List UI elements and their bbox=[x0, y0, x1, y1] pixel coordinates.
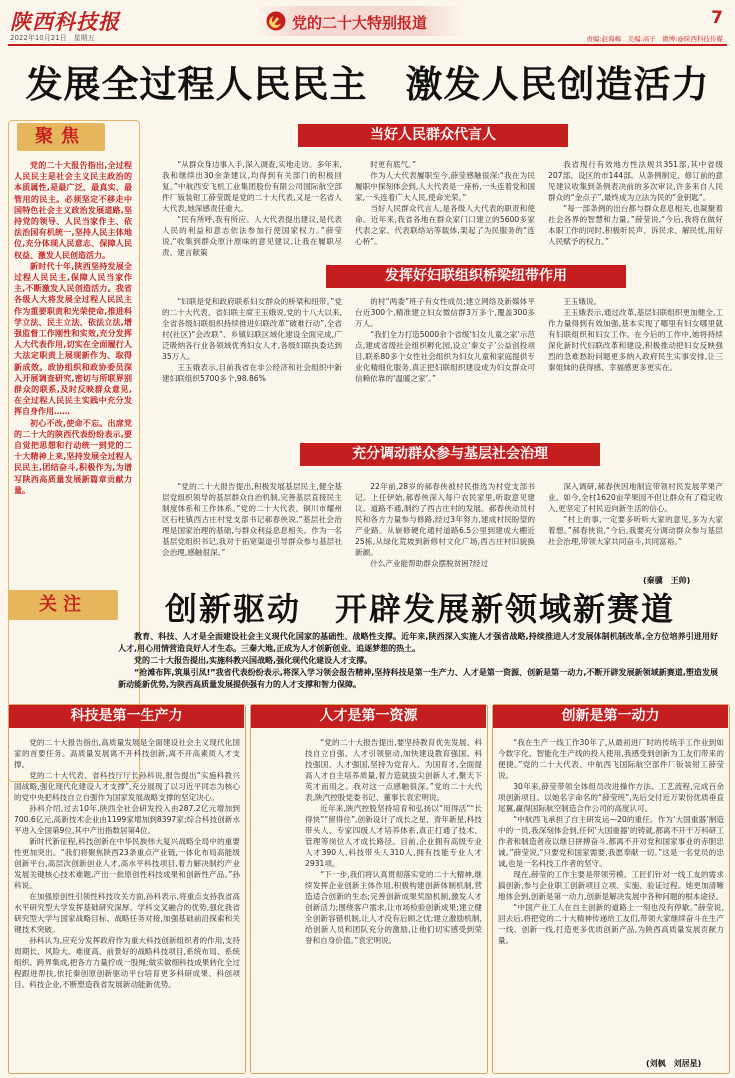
paragraph: 深入调研,郝春侠因地制宜带领村民发展苹果产业。如今,全村1620亩苹果园不但让群众有了稳定收入,更坚定了村民迈向新生活的信心。 bbox=[548, 482, 723, 513]
paragraph: “我们全力打造5000余个省级‘妇女儿童之家’示范点,建成省级社会组织孵化园,设立‘秦女子’公益创投项目,联系80多个女性社会组织为妇女儿童和家庭提供专业化精细化服务,真正把妇联组织建设成为妇女群众可信赖依靠的‘温暖之家’。” bbox=[355, 330, 535, 383]
focus-headline: 创新驱动 开辟发展新领域新赛道 bbox=[164, 590, 675, 628]
section2-col1 bbox=[162, 296, 342, 430]
sidebar-paragraph: 初心不改,使命不忘。出席党的二十大的陕西代表纷纷表示,要自觉把思想和行动统一到党的二十大精神上来,坚持发展全过程人民民主,团结奋斗,积极作为,为谱写陕西高质量发展新篇章贡献力量。 bbox=[14, 418, 132, 495]
paragraph: “村上的事,一定要多听听大家的意见,多为大家着想。”郝春侠说,“今后,我要充分调动群众参与基层社会治理,带领大家共同奋斗,共同富裕。” bbox=[548, 515, 723, 546]
section2-col2 bbox=[355, 296, 535, 430]
paragraph: “下一步,我们将认真贯彻落实党的二十大精神,继续发挥企业创新主体作用,积极构建创新体制机制,营造适合创新的生态;完善创新成果奖励机制,激发人才创新活力;围绕客户需求,让市场检验创新成果;建立健全创新容错机制,让人才没有后顾之忧;建立激励机制,给创新人员和团队充分的激励,让他们切实感受到荣誉和自身价值。”袁宏明说。 bbox=[305, 870, 482, 945]
section1-col3 bbox=[548, 159, 723, 279]
paragraph: 新时代新征程,科技创新在中华民族伟大复兴战略全局中的重要性更加突出。“我们将聚焦陕西23条重点产业链,一体化布局高能级创新平台,高层次创新创业人才,高水平科技项目,着力解决制约产业发展关键核心技术难题,产出一批原创性科技成果和创新性产品。”孙科说。 bbox=[14, 837, 240, 890]
section1-col2 bbox=[355, 159, 535, 264]
focus-label: 聚焦 bbox=[17, 123, 105, 151]
paragraph: 什么产业能帮助群众摆脱贫困?经过 bbox=[370, 559, 489, 568]
focus-intro bbox=[118, 631, 718, 691]
column-text-innovation bbox=[498, 737, 724, 1057]
column-title-innovation: 创新是第一动力 bbox=[493, 705, 728, 728]
section-title-1: 当好人民群众代言人 bbox=[298, 124, 568, 147]
intro-paragraph: 教育、科技、人才是全面建设社会主义现代化国家的基础性、战略性支撑。近年来,陕西深入实施人才强省战略,持续推进人才发展体制机制改革,全方位培养引进用好人才,用心用情营造良好人才生态。三秦大地,正成为人才创新创业、追逐梦想的热土。 bbox=[118, 632, 718, 653]
section2-col3 bbox=[548, 296, 723, 430]
sidebar-paragraph: 党的二十大报告指出,全过程人民民主是社会主义民主政治的本质属性,是最广泛、最真实、最管用的民主。必须坚定不移走中国特色社会主义政治发展道路,坚持党的领导、人民当家作主、依法治国有机统一,坚持人民主体地位,充分体现人民意志、保障人民权益、激发人民创造活力。 bbox=[14, 161, 132, 260]
sidebar-text bbox=[14, 160, 132, 775]
paragraph: 作为人大代表履职至今,薛莹感触很深:“我在为民履职中探刻体会到,人大代表是一座桥,一头连着党和国家,一头连着广大人民,使命光荣。” bbox=[355, 171, 535, 202]
paragraph: “党的二十大报告提出,积极发展基层民主,健全基层党组织领导的基层群众自治机制,完善基层直接民主制度体系和工作体系。”党的二十大代表、铜川市耀州区石柱镇西古庄村党支部书记郝春侠说,“基层社会治理是国家治理的基础,与群众利益息息相关。作为一名基层党组织书记,我对于拓宽渠道引导群众参与基层社会治理,感触很深。” bbox=[162, 482, 342, 557]
paragraph: 近年来,陕汽控股坚持培育和弘扬以“用得活”“长得快”“留得住”,创新设计了成长之星、青年新星,科技带头人、专家四级人才培养体系,真正打通了技术、管理等岗位人才成长路径。目前,企业拥有高级专业人才390人,科技带头人310人,拥有技能专业人才2931项。 bbox=[305, 804, 482, 868]
paragraph: 当好人民群众代言人,是各级人大代表的职责和使命。近年来,我省各地在群众家门口建立的5600多家代表之家、代表联络站等载体,架起了为民服务的“连心桥”。 bbox=[355, 204, 535, 246]
paragraph: 王玉娥说。 bbox=[563, 297, 602, 306]
section3-col2 bbox=[355, 481, 535, 586]
byline: (秦骥 王帅) bbox=[643, 576, 691, 585]
paragraph: “妇联是党和政府联系妇女群众的桥梁和纽带。”党的二十大代表、省妇联主席王玉娥说,党的十八大以来,全省各级妇联组织持续推进妇联改革“破难行动”,全省村(社区)“会改联”、乡镇妇联区域化建设全面完成,广泛吸纳各行业各领域优秀妇女人才,各级妇联执委达到35万人。 bbox=[162, 297, 342, 361]
paragraph: “民有所呼,我有所应。人大代表提出建议,是代表人民的利益和意志依法参加行使国家权力。”薛莹说,“收集到群众原汁原味的意见建议,让我在履职尽责、建言献策 bbox=[162, 215, 342, 257]
party-emblem-icon bbox=[266, 11, 286, 31]
paragraph: 党的二十大报告指出,高质量发展是全面建设社会主义现代化国家的首要任务。高质量发展离不开科技创新,离不开高素质人才支撑。 bbox=[14, 738, 240, 769]
intro-paragraph: “抢滩布阵,筑巢引凤!”我省代表纷纷表示,将深入学习领会报告精神,坚持科技是第一生产力、人才是第一资源、创新是第一动力,不断开辟发展新领域新赛道,塑造发展新动能新优势,为陕西高质量发展提供强有力的人才支撑和智力保障。 bbox=[118, 668, 718, 689]
byline: (刘枫 刘居星) bbox=[646, 1059, 702, 1068]
section-title-2: 发挥好妇联组织桥梁纽带作用 bbox=[326, 265, 626, 288]
section3-col1 bbox=[162, 481, 342, 586]
column-text-tech bbox=[14, 737, 240, 1072]
paragraph: 我省现行有效地方性法规共351部,其中省级207部、设区的市144部。从条例制定、修订前的意见建议收集到条例表决前的多次审议,许多来自人民群众的“金点子”,最终成为立法为民的“金钥匙”。 bbox=[548, 160, 723, 202]
paragraph: 孙科介绍,过去10年,陕西全社会研发投入由287.2亿元增加到700.6亿元,高新技术企业由1199家增加到8397家;综合科技创新水平进入全国第9位,其中产出指数居第4位。 bbox=[14, 804, 240, 835]
main-headline: 发展全过程人民民主 激发人民创造活力 bbox=[25, 63, 710, 106]
paragraph: 的村“两委”班子有女性成员;建立网络及新媒体平台近300个,精准建立妇女微信群3万多个,覆盖300多万人。 bbox=[355, 297, 535, 328]
attention-label: 关注 bbox=[8, 590, 118, 620]
section3-col3 bbox=[548, 481, 723, 573]
column-title-talent: 人才是第一资源 bbox=[251, 705, 486, 728]
special-report-title: 党的二十大特别报道 bbox=[292, 14, 428, 32]
paragraph: 30年来,薛莹带领全体组员改进操作方法、工艺流程,完成百余项创新项目。以她名字命名的“薛莹班”,先后交付近万架份优质垂直尾翼,赢得国际航空制造合作公司的高度认可。 bbox=[498, 782, 724, 813]
section1-col1 bbox=[162, 159, 342, 264]
paragraph: “中国产业工人在自主创新的道路上一刻也没有停歇。”薛莹说,回去后,将把党的二十大精神传递给工友们,带领大家继续奋斗在生产一线、创新一线,打造更多优质创新产品,为陕西高质量发展贡献力量。 bbox=[498, 903, 724, 945]
intro-paragraph: 党的二十大报告提出,实施科教兴国战略,强化现代化建设人才支撑。 bbox=[134, 656, 373, 665]
paragraph: “我在生产一线工作30年了,从最初进厂时的传统手工作业到如今数字化、智能化生产线的投入使用,我感受到创新为工友们带来的便捷。”党的二十大代表、中航西飞国际航空部件厂钣装钳工薛莹说。 bbox=[498, 738, 724, 780]
editor-credits: 责编:赵海梅 美编:高子 微博:@陕西科技传媒 bbox=[586, 35, 723, 43]
paragraph: 22年前,28岁的郝春侠被村民推选为村党支部书记。上任伊始,郝春侠深入每户农民家里,听取意见建议。道路不通,制约了西古庄村的发展。郝春侠动员村民和各方力量参与修路,经过3年努力,建成村民盼望的产业路。从崭修硬化通村道路6.5公里到建成大棚近25栋,从绿化荒坡到新修村文化广场,西古庄村旧貌换新颜。 bbox=[355, 482, 535, 557]
paragraph: “党的二十大报告提出,要坚持教育优先发展、科技自立自强、人才引领驱动,加快建设教育强国、科技强国、人才强国,坚持为党育人、为国育才,全面提高人才自主培养质量,着力造就拔尖创新人才,聚天下英才而用之。我对这一点感触很深。”党的二十大代表,陕汽控股党委书记、董事长袁宏明说。 bbox=[305, 738, 482, 802]
masthead-rule bbox=[8, 44, 727, 46]
page-number: 7 bbox=[711, 8, 723, 28]
section-title-3: 充分调动群众参与基层社会治理 bbox=[300, 443, 600, 466]
column-text-talent bbox=[305, 737, 482, 1072]
sidebar-paragraph: 新时代十年,陕西坚持发展全过程人民民主,保障人民当家作主,不断激发人民创造活力。我省各级人大将发展全过程人民民主作为重要职责和光荣使命,推进科学立法、民主立法、依法立法,增强监督工作刚性和实效,充分发挥人大代表作用,切实在全面履行人大法定职责上展现新作为、取得新成效。政协组织和政协委员深入开展调查研究,密切与所联界别群众的联系,及时反映群众意见,在全过程人民民主实践中充分发挥自身作用…… bbox=[14, 261, 132, 417]
paragraph: 现在,薛莹的工作主要是带领劳模、工匠们针对一线工友的需求搞创新,参与企业职工创新项目立项、实施、验证过程。她更加清晰地体会到,创新是第一动力,创新是解决发展中各种问题的根本途径。 bbox=[498, 870, 724, 901]
issue-date: 2022年10月21日 星期五 bbox=[10, 34, 95, 42]
paragraph: “中航西飞承担了自主研发运—20的重任。作为‘大国重器’制造中的一员,我深刻体会到,任何‘大国重器’的铸就,都离不开干万科研工作者和制造者夜以继日拼搏奋斗,都离不开对党和国家事业的赤胆忠诚。”薛莹说,“只要党和国家需要,我愿奉献一切。”这是一名党员的忠诚,也是一名科技工作者的坚守。 bbox=[498, 815, 724, 868]
paragraph: 在加强原创性引领性科技攻关方面,孙科表示,将重点支持我省高水平研究型大学发挥基础研究深厚、学科交叉融合的优势,强化我省研究型大学与国家战略目标、战略任务对接,加强基础前沿探索和关键技术突破。 bbox=[14, 892, 240, 934]
paragraph: 时更有底气。” bbox=[370, 160, 416, 169]
paragraph: “从群众身边事入手,深入调查,实地走访。多年来,我和继续出30余条建议,均得到有关部门的积极回复。”中航西安飞机工业集团股份有限公司国际航空部件厂钣装钳工薛莹既是党的二十大代表,又是一名省人大代表,她深感责任重大。 bbox=[162, 160, 342, 213]
paragraph: 王玉娥表示,目前我省在非公经济和社会组织中新建妇联组织5700多个,98.86% bbox=[162, 363, 342, 383]
paragraph: 党的二十大代表、省科技厅厅长孙科说,报告提出“实施科教兴国战略,强化现代化建设人才支撑”,充分展现了以习近平同志为核心的党中央把科技自立自强作为国家发展战略支撑的坚定决心。 bbox=[14, 771, 240, 802]
paragraph: 孙科认为,应充分发挥政府作为重大科技创新组织者的作用,支持周期长、风险大、难度高、前景好的战略科技项目,系统布局、系统组织、跨界集成,把各方力量拧成一股绳;做实做细科技成果转化全过程跟进帮扶,依托秦创原创新驱动平台培育更多科研成果、科创项目、科技企业,不断塑造我省发展新动能新优势。 bbox=[14, 936, 240, 989]
column-title-tech: 科技是第一生产力 bbox=[9, 705, 244, 728]
masthead-logo: 陕西科技报 bbox=[10, 9, 120, 34]
paragraph: “每一部条例的出台都与群众息息相关,也凝聚着社会各界的智慧和力量。”薛莹说,“今后,我将在做好本职工作的同时,积极听民声、诉民求、解民忧,用好人民赋予的权力。” bbox=[548, 204, 723, 246]
paragraph: 王玉娥表示,通过改革,基层妇联组织更加健全,工作力量得到有效加强,基本实现了哪里有妇女哪里就有妇联组织和妇女工作。在今后的工作中,她将持续深化新时代妇联改革和建设,积极推动把妇女反映强烈的急难愁盼问题更多纳入政府民生实事安排,让三秦姐妹的获得感、幸福感更多更实在。 bbox=[548, 308, 723, 372]
